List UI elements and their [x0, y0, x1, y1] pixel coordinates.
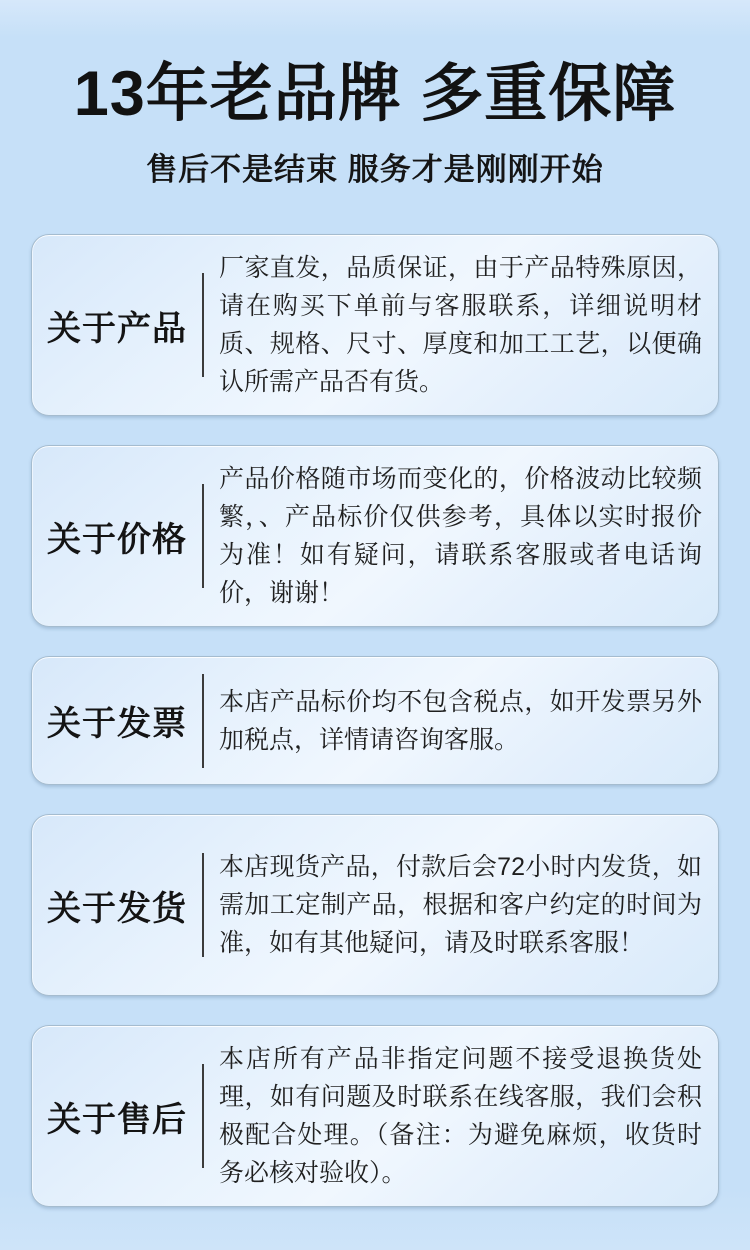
page-subtitle: 售后不是结束 服务才是刚刚开始 [146, 152, 604, 188]
card-body-shipping: 本店现货产品，付款后会72小时内发货，如需加工定制产品，根据和客户约定的时间为准，如有其他疑问，请及时联系客服！ [219, 853, 702, 958]
page-title: 13年老品牌 多重保障 [73, 59, 677, 129]
card-body-price: 产品价格随市场而变化的，价格波动比较频繁，、产品标价仅供参考，具体以实时报价为准！如有疑问，请联系客服或者电话询价，谢谢！ [219, 465, 702, 608]
guarantee-card-list [31, 234, 719, 1207]
guarantee-card-price [31, 445, 719, 627]
card-label-price: 关于价格 [47, 520, 187, 559]
card-body-aftersales: 本店所有产品非指定问题不接受退换货处理，如有问题及时联系在线客服，我们会积极配合处理。（备注：为避免麻烦，收货时务必核对验收）。 [219, 1045, 702, 1188]
guarantee-card-invoice [31, 656, 719, 785]
guarantee-card-product [31, 234, 719, 416]
guarantee-card-aftersales [31, 1025, 719, 1207]
card-body-product: 厂家直发，品质保证，由于产品特殊原因，请在购买下单前与客服联系，详细说明材质、规格、尺寸、厚度和加工工艺，以便确认所需产品否有货。 [219, 254, 702, 397]
card-label-product: 关于产品 [47, 309, 187, 348]
card-label-shipping: 关于发货 [47, 889, 187, 928]
card-label-aftersales: 关于售后 [47, 1100, 187, 1139]
card-label-invoice: 关于发票 [47, 705, 187, 744]
card-body-invoice: 本店产品标价均不包含税点，如开发票另外加税点，详情请咨询客服。 [219, 687, 702, 754]
guarantee-card-shipping [31, 814, 719, 996]
